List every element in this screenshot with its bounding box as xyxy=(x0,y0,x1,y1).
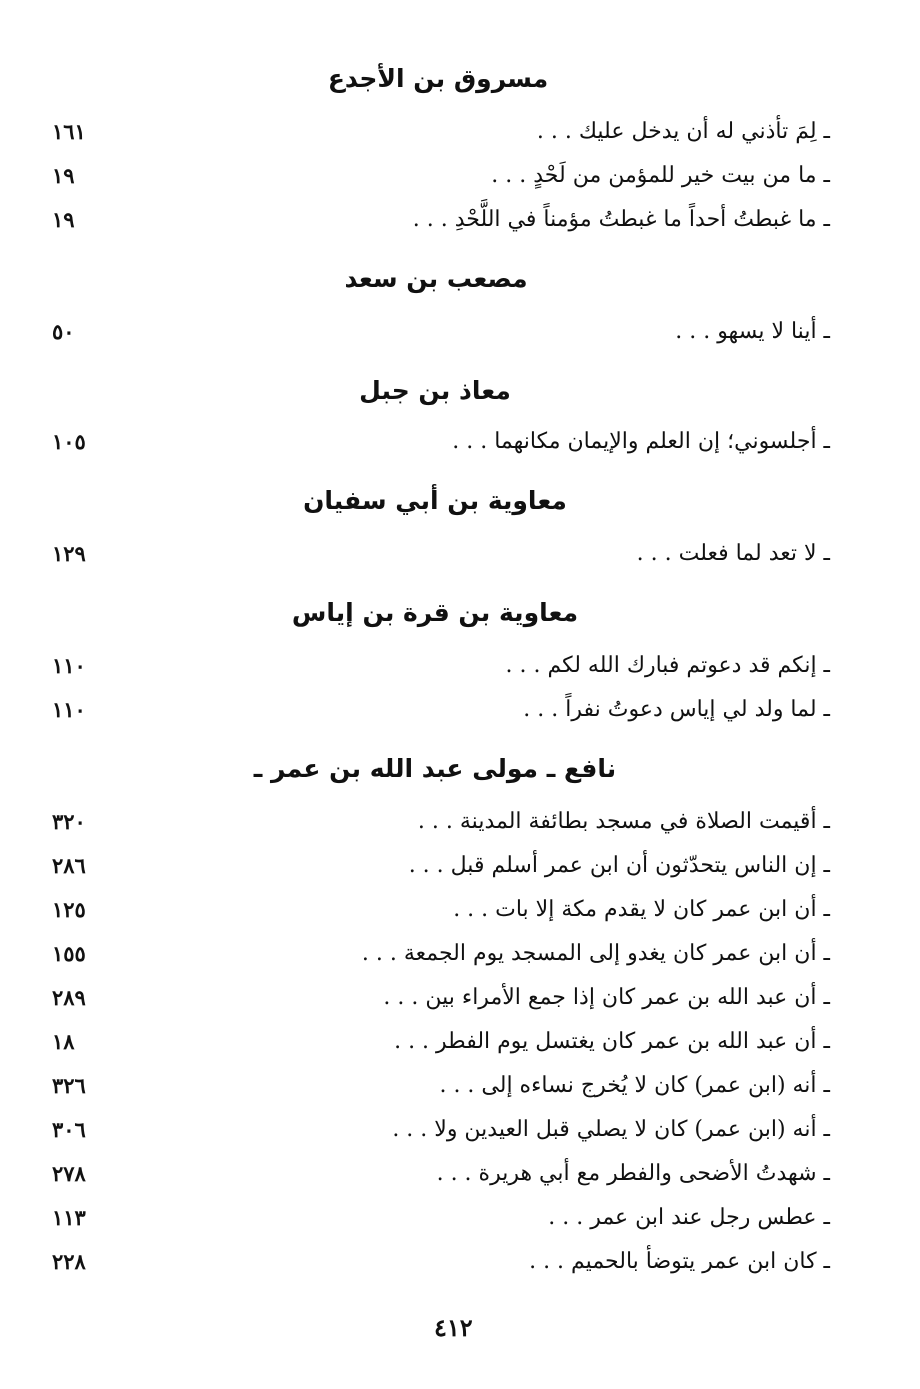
entry-page-number: ١٦١ xyxy=(52,119,86,144)
entry-text: ـ أينا لا يسهو . . . xyxy=(675,319,830,344)
entry-text: ـ أجلسوني؛ إن العلم والإيمان مكانهما . . . xyxy=(452,429,830,454)
entry-page-number: ٢٢٨ xyxy=(52,1249,86,1274)
section-heading: مصعب بن سعد xyxy=(344,264,528,293)
entry-text: ـ أنه (ابن عمر) كان لا يصلي قبل العيدين ولا . . . xyxy=(392,1117,830,1142)
entry-text: ـ كان ابن عمر يتوضأ بالحميم . . . xyxy=(529,1249,830,1274)
entry-page-number: ١١٣ xyxy=(52,1205,86,1230)
index-entry xyxy=(40,892,830,928)
section-heading: معاوية بن قرة بن إياس xyxy=(291,598,579,627)
index-entry xyxy=(40,936,830,972)
entry-page-number: ١٩ xyxy=(52,163,75,188)
page-folio-number: ٤١٢ xyxy=(434,1313,473,1342)
index-entry xyxy=(40,158,830,194)
entry-page-number: ١١٠ xyxy=(52,653,86,678)
entry-text: ـ أن ابن عمر كان لا يقدم مكة إلا بات . . . xyxy=(453,897,830,922)
entry-text: ـ أنه (ابن عمر) كان لا يُخرج نساءه إلى . . . xyxy=(439,1073,830,1098)
index-entry xyxy=(40,648,830,684)
section-heading: مسروق بن الأجدع xyxy=(327,64,549,93)
entry-text: ـ إنكم قد دعوتم فبارك الله لكم . . . xyxy=(505,653,830,678)
entry-text: ـ أقيمت الصلاة في مسجد بطائفة المدينة . . . xyxy=(417,809,830,834)
entry-page-number: ١٠٥ xyxy=(52,429,86,454)
index-entry xyxy=(40,1068,830,1104)
entry-text: ـ أن ابن عمر كان يغدو إلى المسجد يوم الجمعة . . . xyxy=(361,941,830,966)
entry-page-number: ٣٢٠ xyxy=(52,809,86,834)
entry-text: ـ لا تعد لما فعلت . . . xyxy=(636,541,830,566)
index-entry xyxy=(40,314,830,350)
index-entry xyxy=(40,1200,830,1236)
section-heading: معاذ بن جبل xyxy=(359,376,511,405)
index-entry xyxy=(40,114,830,150)
entry-text: ـ ما من بيت خير للمؤمن من لَحْدٍ . . . xyxy=(491,163,830,188)
entry-page-number: ٣٢٦ xyxy=(52,1073,86,1098)
entry-page-number: ١٩ xyxy=(52,207,75,232)
entry-page-number: ٢٧٨ xyxy=(52,1161,86,1186)
index-entry xyxy=(40,804,830,840)
entry-text: ـ لِمَ تأذني له أن يدخل عليك . . . xyxy=(536,119,830,144)
index-entry xyxy=(40,202,830,238)
index-entry xyxy=(40,1244,830,1280)
entry-text: ـ إن الناس يتحدّثون أن ابن عمر أسلم قبل . . . xyxy=(408,853,830,878)
entry-text: ـ أن عبد الله بن عمر كان يغتسل يوم الفطر . . . xyxy=(394,1029,830,1054)
entry-page-number: ١١٠ xyxy=(52,697,86,722)
index-entry xyxy=(40,848,830,884)
entry-text: ـ عطس رجل عند ابن عمر . . . xyxy=(548,1205,830,1230)
entry-page-number: ٣٠٦ xyxy=(52,1117,86,1142)
section-heading: نافع ـ مولى عبد الله بن عمر ـ xyxy=(253,754,617,783)
entry-text: ـ شهدتُ الأضحى والفطر مع أبي هريرة . . . xyxy=(436,1161,830,1186)
entry-page-number: ١٢٩ xyxy=(52,541,86,566)
entry-page-number: ٢٨٩ xyxy=(52,985,86,1010)
entry-page-number: ٥٠ xyxy=(52,319,75,344)
entry-text: ـ أن عبد الله بن عمر كان إذا جمع الأمراء بين . . . xyxy=(383,985,830,1010)
entry-page-number: ١٨ xyxy=(52,1029,75,1054)
entry-page-number: ١٢٥ xyxy=(52,897,86,922)
section-heading: معاوية بن أبي سفيان xyxy=(303,486,567,515)
entry-text: ـ لما ولد لي إياس دعوتُ نفراً . . . xyxy=(523,697,830,722)
entry-page-number: ٢٨٦ xyxy=(52,853,86,878)
index-entry xyxy=(40,980,830,1016)
index-entry xyxy=(40,1156,830,1192)
entry-page-number: ١٥٥ xyxy=(52,941,86,966)
index-entry xyxy=(40,692,830,728)
entry-text: ـ ما غبطتُ أحداً ما غبطتُ مؤمناً في اللَّحْدِ . . . xyxy=(412,207,830,232)
index-entry xyxy=(40,1024,830,1060)
index-entry xyxy=(40,424,830,460)
index-entry xyxy=(40,1112,830,1148)
index-entry xyxy=(40,536,830,572)
